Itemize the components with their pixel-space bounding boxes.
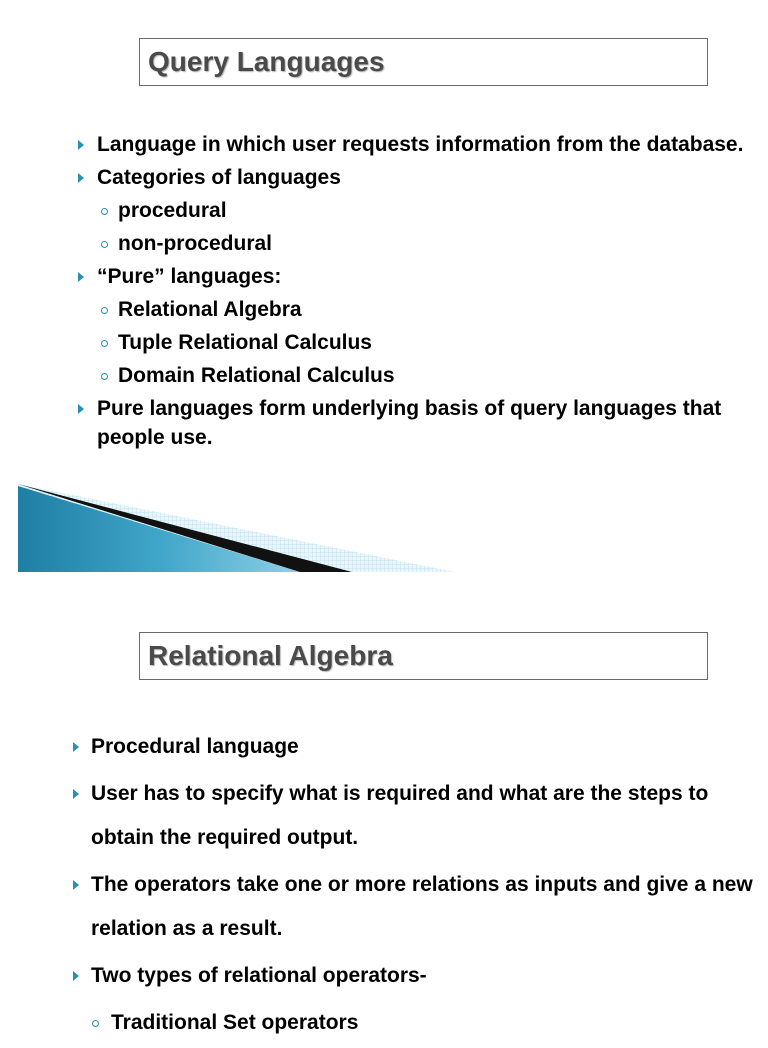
sub-bullet-item bbox=[0, 361, 768, 390]
slide-title: Relational Algebra bbox=[148, 640, 393, 671]
triangle-right-icon bbox=[78, 404, 84, 414]
bullet-text: Traditional Set operators bbox=[111, 1011, 359, 1034]
bullet-item bbox=[0, 130, 768, 159]
slide-title-box bbox=[139, 38, 708, 86]
ring-bullet-icon bbox=[101, 373, 108, 380]
slide-title-box bbox=[139, 632, 708, 680]
bullet-item bbox=[0, 772, 768, 860]
sub-bullet-item bbox=[0, 295, 768, 324]
triangle-right-icon bbox=[73, 880, 79, 890]
bullet-text: Two types of relational operators- bbox=[91, 964, 427, 987]
triangle-right-icon bbox=[78, 140, 84, 150]
triangle-right-icon bbox=[73, 789, 79, 799]
slide-title: Query Languages bbox=[148, 46, 385, 77]
sub-bullet-item bbox=[0, 328, 768, 357]
triangle-right-icon bbox=[73, 971, 79, 981]
bullet-text: Categories of languages bbox=[97, 166, 341, 189]
bullet-item bbox=[0, 954, 768, 998]
bullet-text: The operators take one or more relations as inputs and give a new relation as a result. bbox=[91, 873, 753, 940]
bullet-text: Relational Algebra bbox=[118, 298, 302, 321]
bullet-text: non-procedural bbox=[118, 232, 273, 255]
ring-bullet-icon bbox=[101, 241, 108, 248]
bullet-item bbox=[0, 394, 768, 452]
bullet-text: Domain Relational Calculus bbox=[118, 364, 395, 387]
triangle-right-icon bbox=[73, 742, 79, 752]
triangle-right-icon bbox=[78, 272, 84, 282]
bullet-list bbox=[0, 130, 768, 456]
slide-relational-algebra bbox=[0, 580, 768, 1034]
bullet-text: User has to specify what is required and what are the steps to obtain the required output. bbox=[91, 782, 709, 849]
bullet-text: procedural bbox=[118, 199, 227, 222]
bullet-text: Tuple Relational Calculus bbox=[118, 331, 372, 354]
triangle-right-icon bbox=[78, 173, 84, 183]
sub-bullet-item bbox=[0, 196, 768, 225]
sub-bullet-item bbox=[0, 1001, 768, 1045]
bullet-text: “Pure” languages: bbox=[97, 265, 282, 288]
bullet-list bbox=[0, 725, 768, 1048]
ring-bullet-icon bbox=[101, 340, 108, 347]
decorative-swoosh-graphic bbox=[0, 484, 768, 576]
bullet-item bbox=[0, 262, 768, 291]
bullet-item bbox=[0, 163, 768, 192]
bullet-text: Procedural language bbox=[91, 735, 299, 758]
bullet-text: Language in which user requests information from the database. bbox=[97, 133, 744, 156]
ring-bullet-icon bbox=[101, 208, 108, 215]
sub-bullet-item bbox=[0, 229, 768, 258]
bullet-item bbox=[0, 725, 768, 769]
ring-bullet-icon bbox=[101, 307, 108, 314]
bullet-item bbox=[0, 863, 768, 951]
bullet-text: Pure languages form underlying basis of query languages that people use. bbox=[97, 397, 722, 449]
